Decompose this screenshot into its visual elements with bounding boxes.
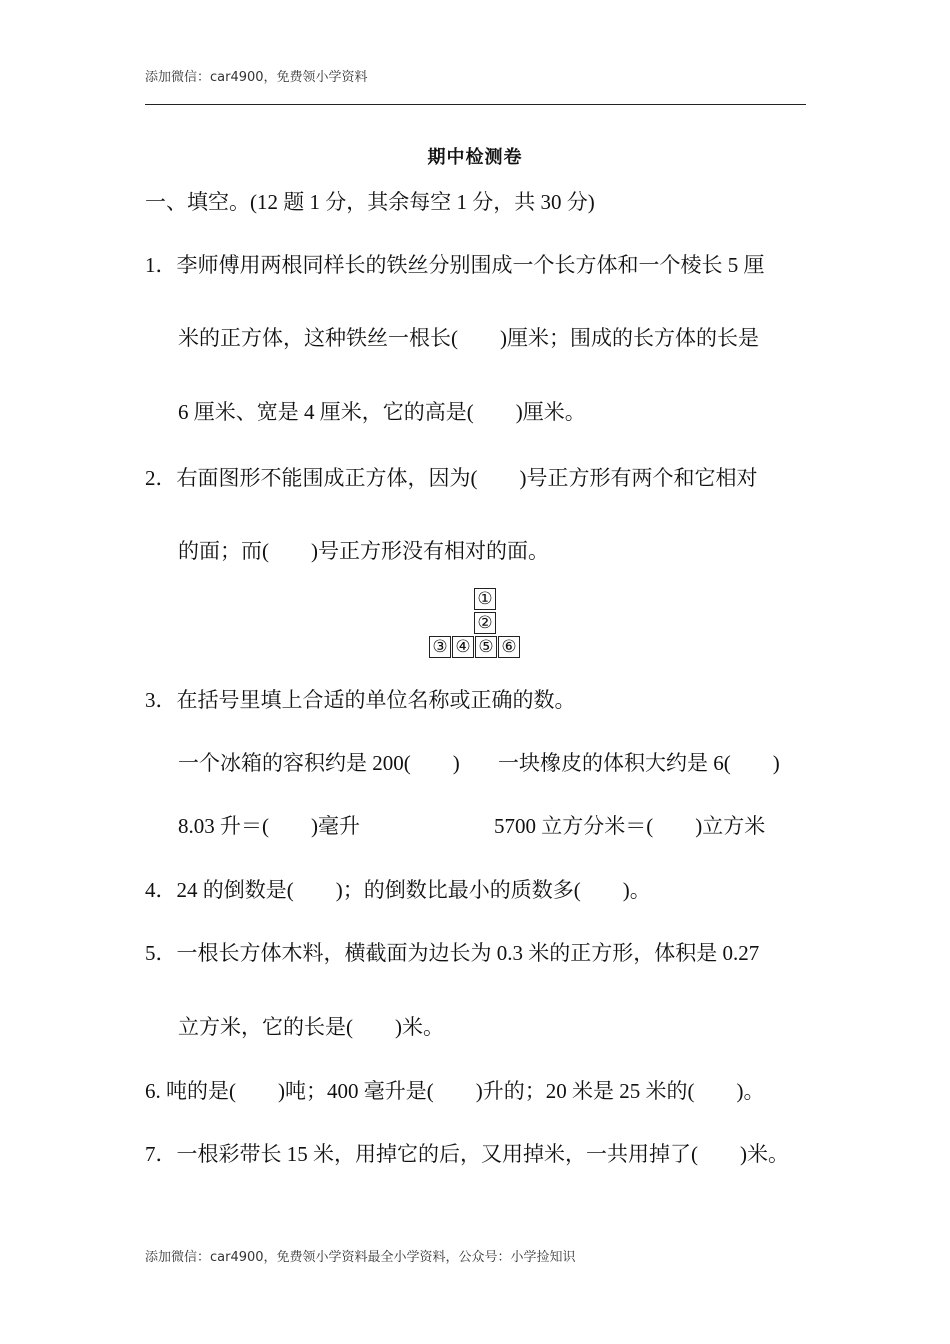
- net-cell-3: ③: [429, 636, 451, 658]
- q4-line1: 4．24 的倒数是( )；的倒数比最小的质数多( )。: [145, 878, 651, 902]
- net-cell-5: ⑤: [475, 636, 497, 658]
- q3-item-b: 一块橡皮的体积大约是 6( ): [498, 751, 780, 775]
- header-note: 添加微信：car4900，免费领小学资料: [145, 70, 368, 85]
- q6-line1: 6. 吨的是( )吨；400 毫升是( )升的；20 米是 25 米的( )。: [145, 1079, 765, 1103]
- q3-item-a: 一个冰箱的容积约是 200( ): [178, 751, 460, 775]
- q1-line1: 1．李师傅用两根同样长的铁丝分别围成一个长方体和一个棱长 5 厘: [145, 253, 765, 277]
- section-heading: 一、填空。(12 题 1 分，其余每空 1 分，共 30 分): [145, 190, 595, 214]
- q3-item-c: 8.03 升＝( )毫升: [178, 814, 360, 838]
- net-cell-6: ⑥: [498, 636, 520, 658]
- net-cell-4: ④: [452, 636, 474, 658]
- page-title: 期中检测卷: [427, 147, 523, 168]
- q5-line1: 5．一根长方体木料，横截面为边长为 0.3 米的正方形，体积是 0.27: [145, 941, 760, 965]
- q2-line2: 的面；而( )号正方形没有相对的面。: [178, 539, 549, 563]
- header-divider: [145, 104, 806, 105]
- net-cell-1: ①: [474, 588, 496, 610]
- q3-line1: 3．在括号里填上合适的单位名称或正确的数。: [145, 688, 576, 712]
- q7-line1: 7．一根彩带长 15 米，用掉它的后，又用掉米，一共用掉了( )米。: [145, 1142, 789, 1166]
- footer-note: 添加微信：car4900，免费领小学资料最全小学资料，公众号：小学捡知识: [145, 1250, 576, 1265]
- q1-line3: 6 厘米、宽是 4 厘米，它的高是( )厘米。: [178, 400, 586, 424]
- q2-line1: 2．右面图形不能围成正方体，因为( )号正方形有两个和它相对: [145, 466, 758, 490]
- q1-line2: 米的正方体，这种铁丝一根长( )厘米；围成的长方体的长是: [178, 326, 759, 350]
- cube-net-figure: [429, 588, 523, 658]
- net-cell-2: ②: [474, 612, 496, 634]
- q5-line2: 立方米，它的长是( )米。: [178, 1015, 444, 1039]
- q3-item-d: 5700 立方分米＝( )立方米: [494, 814, 766, 838]
